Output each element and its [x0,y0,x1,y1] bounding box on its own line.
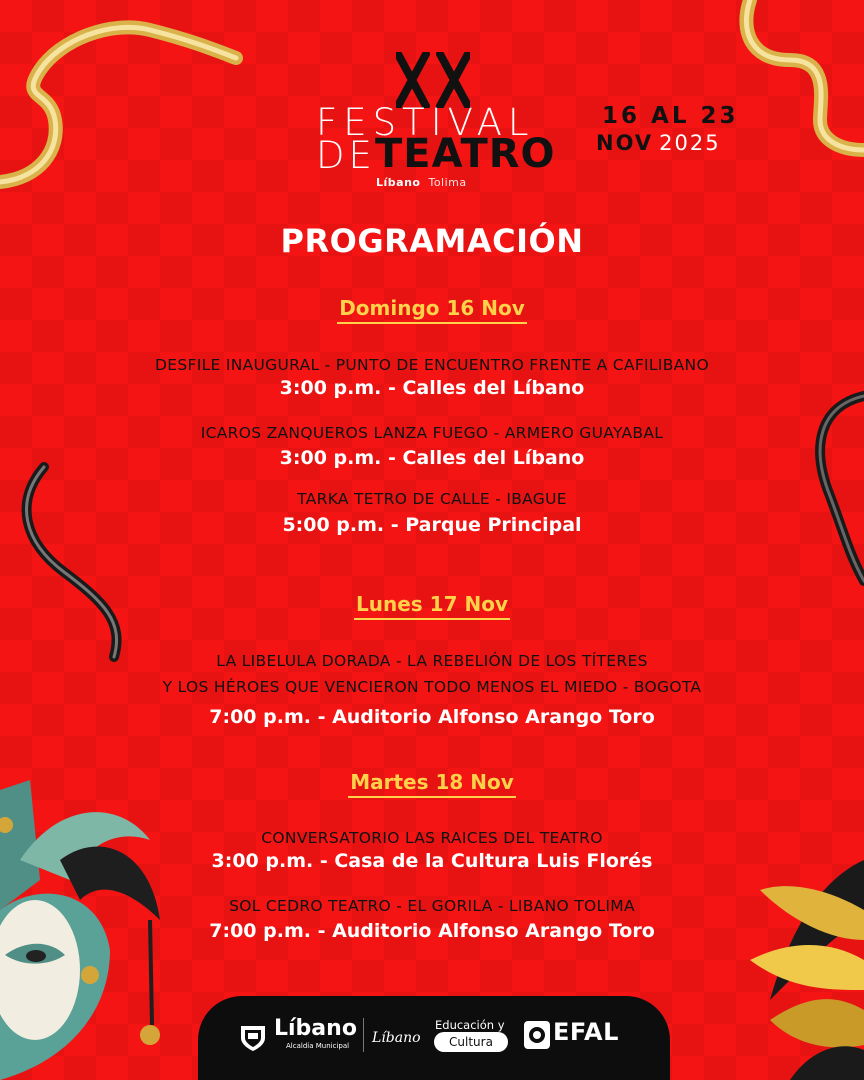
cultura-badge: Cultura [434,1032,508,1052]
day-heading: Domingo 16 Nov [0,296,864,324]
logo-region: Tolima [428,176,467,189]
festival-month-year [596,133,721,154]
day-heading: Lunes 17 Nov [0,592,864,620]
event-time-place: 7:00 p.m. - Auditorio Alfonso Arango Toro [209,920,655,942]
black-ribbon-right [800,386,864,586]
logo-teatro: TEATRO [375,131,556,177]
event-name: LA LIBELULA DORADA - LA REBELIÓN DE LOS TÍTERES [216,652,648,670]
event-time-place: 7:00 p.m. - Auditorio Alfonso Arango Toro [209,706,655,728]
event-name: TARKA TETRO DE CALLE - IBAGUE [297,490,567,508]
logo-city: Líbano [376,176,421,189]
roman-numeral-xx-logo [396,52,470,108]
gold-ribbon-top-right [730,0,864,170]
festival-month: NOV [596,131,654,155]
festival-dates: 16 AL 23 [602,103,739,129]
footer-divider [363,1018,364,1052]
event-name-continued: Y LOS HÉROES QUE VENCIERON TODO MENOS EL MIEDO - BOGOTA [162,678,702,696]
page-title: PROGRAMACIÓN [280,222,584,260]
municipal-crest-icon [237,1020,269,1052]
event-name: SOL CEDRO TEATRO - EL GORILA - LIBANO TOLIMA [229,897,635,915]
efal-logo-text: EFAL [553,1018,619,1046]
logo-location [376,176,467,189]
event-time-place: 3:00 p.m. - Casa de la Cultura Luis Florés [211,850,653,872]
event-name: ICAROS ZANQUEROS LANZA FUEGO - ARMERO GUAYABAL [200,424,664,442]
logo-festival: FESTIVAL [316,101,535,144]
logo-de: DE [316,134,376,177]
event-name: DESFILE INAUGURAL - PUNTO DE ENCUENTRO FRENTE A CAFILIBANO [155,356,709,374]
libano-logo-text: Líbano [274,1016,357,1041]
event-time-place: 3:00 p.m. - Calles del Líbano [279,377,585,399]
day-heading: Martes 18 Nov [0,770,864,798]
alcaldia-label: Alcaldía Municipal [286,1042,350,1050]
festival-year: 2025 [659,131,721,155]
educacion-label: Educación y [435,1018,505,1032]
libano-script-logo: Líbano [372,1030,421,1046]
efal-emblem-icon [522,1018,552,1052]
event-time-place: 5:00 p.m. - Parque Principal [282,514,582,536]
event-name: CONVERSATORIO LAS RAICES DEL TEATRO [261,829,603,847]
event-time-place: 3:00 p.m. - Calles del Líbano [279,447,585,469]
gold-ribbon-top-left [0,0,250,200]
